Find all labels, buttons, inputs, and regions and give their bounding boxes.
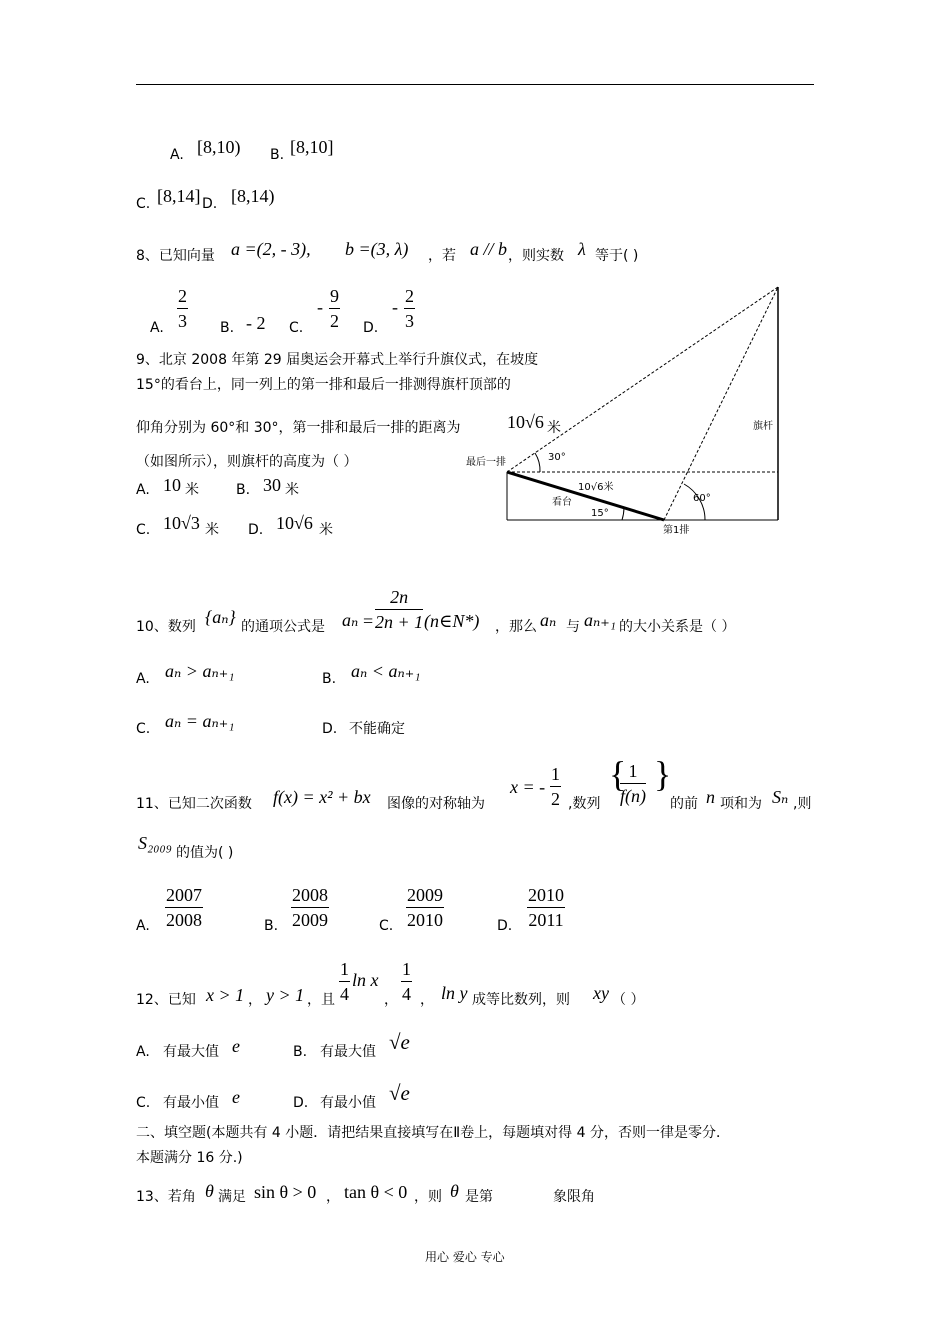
- q12-stem-end: （ ）: [612, 992, 645, 1008]
- q8-stem-mid: ，若: [428, 248, 456, 264]
- q12-option-a-value: e: [232, 1036, 240, 1056]
- q9-option-b-value: 30: [263, 475, 281, 495]
- figure-label-angle-30: 30°: [548, 452, 566, 463]
- q12-term-3: ln y: [441, 983, 468, 1003]
- q13-condition-1: sin θ > 0: [254, 1182, 317, 1202]
- q12-option-c-text: 有最小值: [163, 1095, 219, 1111]
- q7-option-c-label: C.: [136, 196, 151, 212]
- q11-sequence-fraction: $\frac{1}{f(n)}$: [620, 761, 646, 806]
- q11-option-b-fraction: $\frac{2008}{2009}$: [292, 885, 328, 930]
- q9-option-d-label: D.: [248, 522, 264, 538]
- q11-stem-2: 图像的对称轴为: [387, 796, 485, 812]
- figure-label-last-row: 最后一排: [466, 457, 506, 468]
- q8-option-a-label: A.: [150, 320, 164, 336]
- section-2-line-1: 二、填空题(本题共有 4 小题．请把结果直接填写在Ⅱ卷上，每题填对得 4 分，否则一律是零分．: [136, 1125, 730, 1141]
- q7-option-b-label: B.: [270, 147, 285, 163]
- q8-option-a-fraction: $\frac{2}{3}$: [178, 286, 187, 331]
- q10-option-b-label: B.: [322, 671, 337, 687]
- q8-stem-tail: ，则实数: [508, 248, 564, 264]
- q9-option-a-label: A.: [136, 482, 150, 498]
- q10-a1: aₙ: [540, 610, 557, 630]
- q11-option-c-fraction: $\frac{2009}{2010}$: [407, 885, 443, 930]
- q7-option-d-value: [8,14): [231, 186, 275, 206]
- q12-term-1-ln: ln x: [352, 970, 379, 990]
- q10-fraction: $\frac{2n}{2n + 1}$: [375, 587, 424, 632]
- q11-option-a-label: A.: [136, 918, 150, 934]
- q10-equals: =: [363, 611, 374, 631]
- q10-option-c-label: C.: [136, 721, 151, 737]
- q9-line-2: 15°的看台上，同一列上的第一排和最后一排测得旗杆顶部的: [136, 377, 511, 393]
- q11-stem-7: 的值为( ): [176, 845, 234, 861]
- q12-option-d-label: D.: [293, 1095, 309, 1111]
- q12-option-c-value: e: [232, 1087, 240, 1107]
- q10-stem-4: 的大小关系是（ ）: [619, 619, 736, 635]
- q8-condition: a // b: [470, 239, 508, 259]
- q11-stem-1: 11、已知二次函数: [136, 796, 252, 812]
- q9-option-d-value: 10√6: [276, 513, 313, 533]
- q8-option-c-fraction: $\frac{9}{2}$: [330, 286, 339, 331]
- q10-option-c-value: aₙ = aₙ₊₁: [165, 711, 235, 731]
- q12-stem-1: 12、已知: [136, 992, 196, 1008]
- q13-theta-1: θ: [205, 1181, 214, 1201]
- q11-axis-lhs: x = -: [510, 777, 546, 797]
- q13-theta-2: θ: [450, 1181, 459, 1201]
- q12-option-c-label: C.: [136, 1095, 151, 1111]
- q9-option-d-unit: 米: [319, 522, 333, 538]
- q11-S2009: S₂₀₀₉: [138, 833, 173, 853]
- q8-stem-prefix: 8、已知向量: [136, 248, 215, 264]
- q11-n: n: [706, 787, 715, 807]
- header-rule: [136, 84, 814, 85]
- q8-stem-end: 等于( ): [595, 248, 639, 264]
- q12-option-b-label: B.: [293, 1044, 308, 1060]
- page-footer: 用心 爱心 专心: [425, 1250, 505, 1264]
- q12-option-a-text: 有最大值: [163, 1044, 219, 1060]
- q11-option-d-label: D.: [497, 918, 513, 934]
- q12-y-condition: y > 1: [266, 985, 305, 1005]
- q9-option-a-value: 10: [163, 475, 181, 495]
- q10-condition: (n∈N*): [424, 611, 480, 631]
- q8-vector-a: a =(2, - 3),: [231, 239, 311, 259]
- q11-Sn: Sₙ: [772, 787, 789, 807]
- q12-comma-1: ，: [384, 992, 398, 1008]
- q8-option-d-label: D.: [363, 320, 379, 336]
- q11-left-brace: {: [609, 754, 627, 794]
- q10-sequence: {aₙ}: [205, 607, 236, 627]
- q12-stem-3: 成等比数列，则: [472, 992, 570, 1008]
- q7-option-c-value: [8,14]: [157, 186, 201, 206]
- q11-stem-4: 的前: [670, 796, 698, 812]
- q10-option-d-value: 不能确定: [349, 721, 405, 737]
- q8-vector-b: b =(3, λ): [345, 239, 409, 259]
- q12-xy: xy: [593, 983, 609, 1003]
- q10-option-d-label: D.: [322, 721, 338, 737]
- q7-option-a-value: [8,10): [197, 137, 241, 157]
- q11-option-c-label: C.: [379, 918, 394, 934]
- q8-option-b-value: - 2: [246, 313, 266, 333]
- sight-line-first-row: [664, 287, 778, 520]
- q9-option-b-unit: 米: [285, 482, 299, 498]
- q10-option-a-value: aₙ > aₙ₊₁: [165, 661, 235, 681]
- q9-line-3-unit: 米: [547, 420, 561, 436]
- q10-with: 与: [566, 619, 580, 635]
- q12-stem-2: ，且: [307, 992, 335, 1008]
- q13-stem-4: 是第: [465, 1189, 493, 1205]
- q12-option-a-label: A.: [136, 1044, 150, 1060]
- q12-option-d-text: 有最小值: [320, 1095, 376, 1111]
- q12-term-2-fraction: $\frac{1}{4}$: [402, 959, 411, 1004]
- figure-label-stand: 看台: [552, 497, 572, 508]
- q9-option-c-value: 10√3: [163, 513, 200, 533]
- q12-option-b-text: 有最大值: [320, 1044, 376, 1060]
- q13-stem-3: ，则: [414, 1189, 442, 1205]
- q8-option-b-label: B.: [220, 320, 235, 336]
- q8-lambda: λ: [578, 239, 586, 259]
- q9-line-4: （如图所示），则旗杆的高度为（ ）: [136, 454, 358, 470]
- figure-label-angle-15: 15°: [591, 508, 609, 519]
- q10-an: aₙ: [342, 610, 359, 630]
- figure-label-distance: 10√6米: [578, 482, 614, 493]
- q12-comma-2: ，: [420, 992, 434, 1008]
- q11-stem-5: 项和为: [720, 796, 762, 812]
- q7-option-a-label: A.: [170, 147, 184, 163]
- q10-stem-1: 10、数列: [136, 619, 196, 635]
- q10-stem-3: ，那么: [495, 619, 537, 635]
- q12-x-condition: x > 1: [206, 985, 245, 1005]
- q13-condition-2: tan θ < 0: [344, 1182, 408, 1202]
- q7-option-b-value: [8,10]: [290, 137, 334, 157]
- q13-separator: ，: [326, 1189, 340, 1205]
- q11-option-a-fraction: $\frac{2007}{2008}$: [166, 885, 202, 930]
- q9-line-3-math: 10√6: [507, 412, 544, 432]
- q11-right-brace: }: [654, 754, 672, 794]
- q9-line-3-text: 仰角分别为 60°和 30°，第一排和最后一排的距离为: [136, 420, 461, 436]
- q9-option-a-unit: 米: [185, 482, 199, 498]
- q9-line-1: 9、北京 2008 年第 29 届奥运会开幕式上举行升旗仪式，在坡度: [136, 352, 539, 368]
- q11-stem-6: ,则: [793, 796, 812, 812]
- q12-separator: ，: [248, 992, 262, 1008]
- q12-option-b-value: √e: [389, 1030, 410, 1054]
- figure-label-flagpole: 旗杆: [753, 421, 773, 432]
- q13-stem-2: 满足: [218, 1189, 246, 1205]
- q10-option-b-value: aₙ < aₙ₊₁: [351, 661, 421, 681]
- q11-stem-3: ,数列: [568, 796, 601, 812]
- figure-label-angle-60: 60°: [693, 493, 711, 504]
- q8-option-c-label: C.: [289, 320, 304, 336]
- q9-option-c-unit: 米: [205, 522, 219, 538]
- sight-line-last-row: [507, 287, 778, 472]
- q13-stem-1: 13、若角: [136, 1189, 196, 1205]
- q8-option-c-sign: -: [317, 297, 323, 317]
- q12-term-1-fraction: $\frac{1}{4}$: [340, 959, 349, 1004]
- angle-30-arc: [535, 453, 540, 472]
- q8-option-d-sign: -: [392, 297, 398, 317]
- q9-option-c-label: C.: [136, 522, 151, 538]
- q9-figure: [455, 275, 800, 540]
- figure-label-first-row: 第1排: [663, 525, 690, 536]
- stand-line: [507, 472, 664, 520]
- q13-stem-5: 象限角: [553, 1189, 595, 1205]
- q11-option-b-label: B.: [264, 918, 279, 934]
- q11-option-d-fraction: $\frac{2010}{2011}$: [528, 885, 564, 930]
- q12-option-d-value: √e: [389, 1081, 410, 1105]
- q11-function: f(x) = x² + bx: [273, 787, 371, 807]
- q10-option-a-label: A.: [136, 671, 150, 687]
- q10-stem-2: 的通项公式是: [241, 619, 325, 635]
- q10-a2: aₙ₊₁: [584, 610, 617, 630]
- q11-axis-fraction: $\frac{1}{2}$: [551, 764, 560, 809]
- section-2-line-2: 本题满分 16 分.): [136, 1150, 243, 1166]
- q7-option-d-label: D.: [202, 196, 218, 212]
- q8-option-d-fraction: $\frac{2}{3}$: [405, 286, 414, 331]
- q9-option-b-label: B.: [236, 482, 251, 498]
